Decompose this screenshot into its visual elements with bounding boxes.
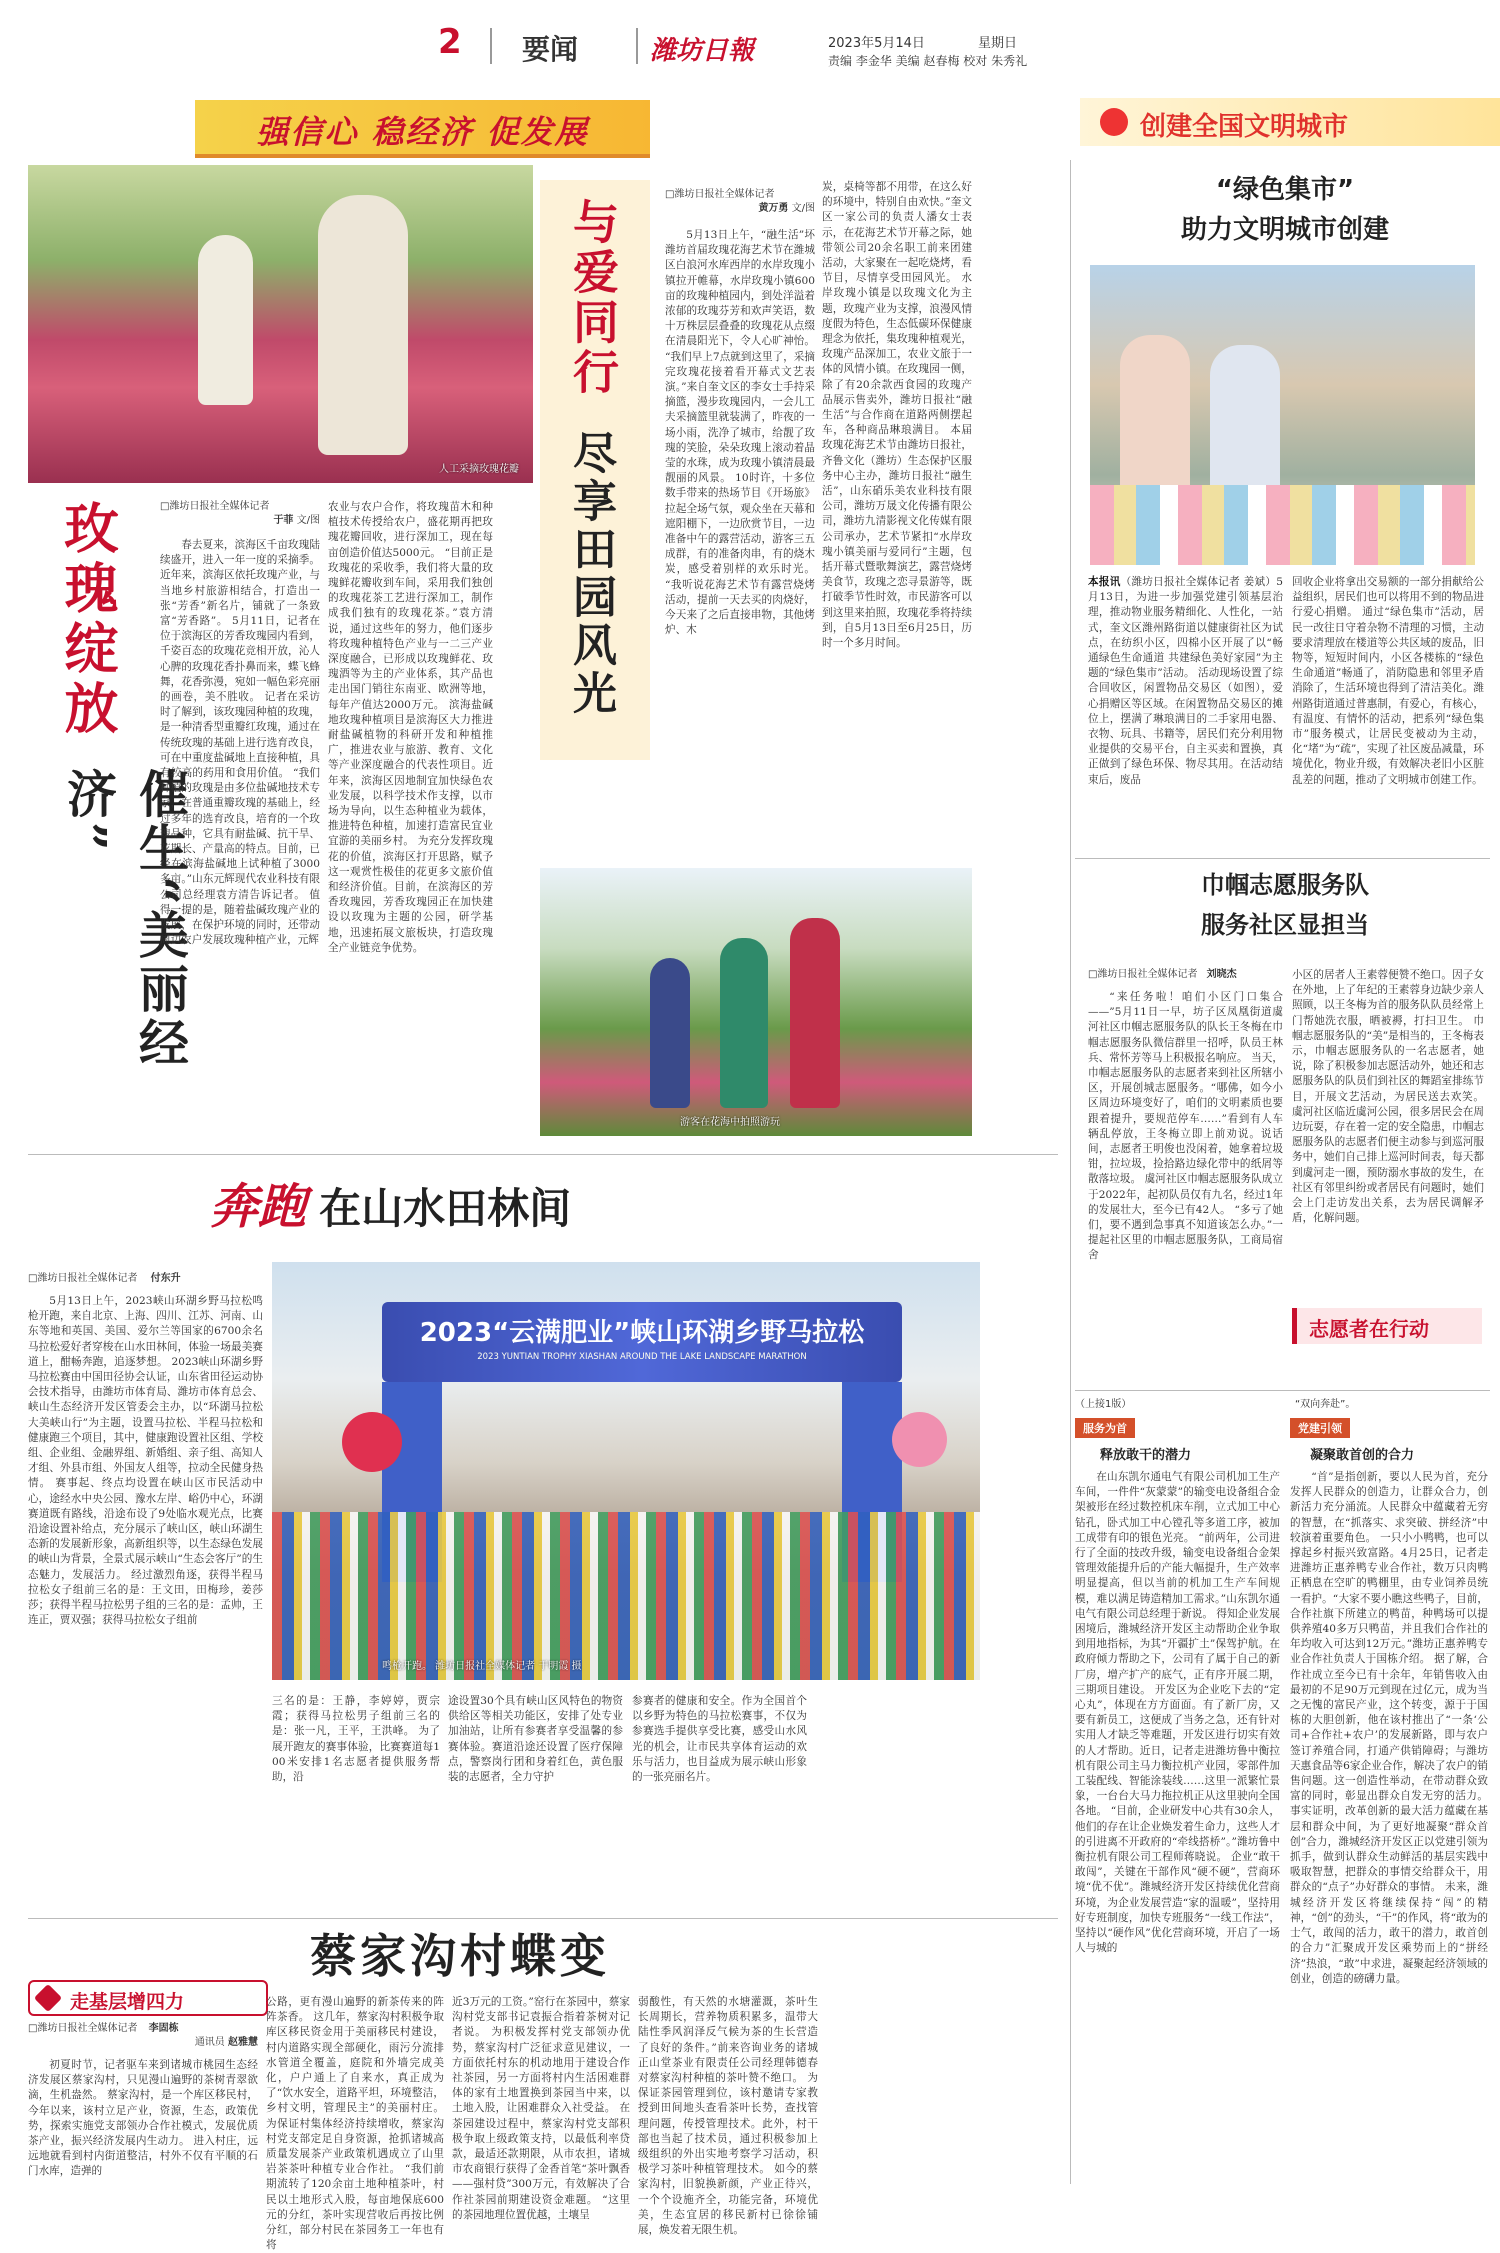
photo-caption: 鸣枪开跑。 潍坊日报社全媒体记者 于明霞 摄 <box>382 1661 582 1672</box>
rose-column-2: 农业与农户合作，将玫瑰苗木和种植技术传授给农户，盛花期再把玫瑰花瓣回收，进行深加工，现在每亩创造价值达5000元。 “目前正是玫瑰花的采收季，我们将大量的玫瑰鲜花瓣收到车间，采用我们独创的玫瑰花茶工艺进行深加工，制作成我们独有的玫瑰花茶。”袁方清说，通过这些年的努力，他们逐步将玫瑰种植特色产业与一二三产业深度融合，已形成以玫瑰鲜花、玫瑰酒等为主的产业体系，其产品也走出国门销往东南亚、欧洲等地，每年产值达2000万元。 滨海盐碱地玫瑰种植项目是滨海区大力推进耐盐碱植物的科研开发和种植推广，推进农业与旅游、教育、文化等产业深度融合的代表性项目。近年来，滨海区因地制宜加快绿色农业发展，以科学技术作支撑，以市场为导向，以生态种植业为载体，推进特色种植，加速打造富民宜业宜游的美丽乡村。 为充分发挥玫瑰花的价值，滨海区打开思路，赋予这一观赏性极佳的花更多文旅价值和经济价值。目前，在滨海区的芳香玫瑰园，芳香玫瑰园正在加快建设以玫瑰为主题的公园，研学基地，迅速拓展文旅板块，打造玫瑰全产业链竞争优势。 <box>328 501 493 954</box>
caijia-column-3: 近3万元的工资。”窑行在茶园中，蔡家沟村党支部书记袁振合指着茶树对记者说。 为积极发挥村党支部领办优势，蔡家沟村广泛征求意见建议，一方面依托村东的机动地用于建设合作社茶园，另一方面将村内生活困难群体的家有土地置换到茶园当中来，以土地入股，让困难群众入社受益。 在茶园建设过程中，蔡家沟村党支部积极争取上级政策支持，以最低利率贷款，最适还款期限，从市农担，诸城市农商银行获得了金香首笔“茶叶飘香——强村贷”300万元，有效解决了合作社茶园前期建设资金难题。 “这里的茶园地理位置优越，土壤呈 <box>452 1996 630 2221</box>
section-name: 要闻 <box>522 33 579 66</box>
start-arch <box>382 1302 902 1382</box>
continued-note: （上接1版） <box>1075 1399 1132 1410</box>
badge-label: 志愿者在行动 <box>1309 1317 1429 1341</box>
column-rule <box>1070 160 1071 2184</box>
rose-photo <box>28 165 533 483</box>
photo-caption: 人工采摘玫瑰花瓣 <box>439 464 519 475</box>
balloon-cluster <box>342 1412 402 1472</box>
byline-author: 付东升 <box>150 1273 181 1284</box>
green-body-1: 5月13日，为进一步加强党建引领基层治理，推动物业服务精细化、人性化，一站式，奎文区潍州路街道以健康街社区为试点，在纺织小区，四棉小区开展了以“畅通绿色生命通道 共建绿色美好家园”为主题的“绿色集市”活动。 活动现场设置了综合回收区，闲置物品交易区（如图），爱心捐赠区等区域。在闲置物品交易区的摊位上，摆满了琳琅满目的二手家用电器、衣物、玩具、书籍等，居民们充分利用物业提供的交易平台，自主买卖和置换，真正做到了绿色环保、物尽其用。在活动结束后，废品 <box>1088 576 1283 786</box>
column-rule <box>1075 858 1490 859</box>
theme-banner <box>195 100 650 158</box>
run-title-red: 奔跑 <box>210 1179 307 1235</box>
green-title-2: 助力文明城市创建 <box>1180 215 1389 245</box>
goods-table <box>1090 485 1475 565</box>
column-rule <box>28 1154 1058 1155</box>
byline-org: 潍坊日报社全媒体记者 <box>37 1273 138 1284</box>
field-photo <box>540 868 972 1136</box>
byline-org: 潍坊日报社全媒体记者 <box>1131 576 1241 588</box>
run-title-black: 在山水田林间 <box>319 1184 572 1233</box>
page-number: 2 <box>438 22 462 62</box>
green-title-1: “绿色集市” <box>1215 175 1355 205</box>
relay-subtitle: “双向奔赴”。 <box>1295 1399 1356 1410</box>
byline-role: 通讯员 <box>194 2037 225 2048</box>
byline-note: 文/图 <box>791 203 815 214</box>
editors-line: 责编 李金华 美编 赵春梅 校对 朱秀礼 <box>828 54 1028 68</box>
photo-caption: 游客在花海中拍照游玩 <box>680 1117 780 1128</box>
byline-author: 李固栋 <box>148 2023 179 2034</box>
byline-org: 潍坊日报社全媒体记者 <box>674 189 775 200</box>
marathon-photo <box>272 1262 980 1680</box>
rose-title: 玫瑰绽放 <box>56 500 120 740</box>
divider <box>636 28 638 64</box>
relay-column-1: 在山东凯尔通电气有限公司机加工生产车间，一件件“灰蒙蒙”的输变电设备组合金架被形在经过数控机床车削，立式加工中心钻孔，卧式加工中心镗孔等多道工序，被加工成带有印的银色光亮。 “前两年，公司进行了全面的技改升级，输变电设备组合金架管理效能提升后的产能大幅提升，生产效率明显提高，但以当前的机加工生产车间规模，难以满足铸造精加工需求。”山东凯尔通电气有限公司总经理于新说。 得知企业发展困境后，潍城经济开发区主动帮助企业争取到用地指标，为其“开疆扩土”保驾护航。在政府倾力帮助之下，公司有了属于自己的新厂房，增产扩产的底气，正有序开展二期，三期项目建设。 开发区为企业吃下去的“定心丸”，体现在方方面面。有了新厂房，又要有新员工，这便成了当务之急，还有针对实用人才缺乏等难题，开发区进行切实有效的人才帮助。近日，记者走进潍坊鲁中衡拉机有限公司主马力衡拉机产业园，零部件加工装配线、智能涂装线……这里一派繁忙景象，一台台大马力拖拉机正从这里驶向全国各地。 “目前，企业研发中心共有30余人，他们的存在让企业焕发着生命力，这些人才的引进离不开政府的“牵线搭桥”。”潍坊鲁中衡拉机有限公司工程师蒋晓说。 企业“敢干敢闯”，关键在干部作风“硬不硬”，营商环境“优不优”。潍城经济开发区持续优化营商环境，为企业发展营造“家的温暖”，坚持用好专班制度，加快专班服务“一线工作法”，坚持以“硬作风”优化营商环境，开启了一场人与城的 <box>1075 1471 1280 1955</box>
visitor-figure <box>720 938 768 1108</box>
relay-head-2: 凝聚敢首创的合力 <box>1310 1448 1415 1463</box>
column-rule <box>28 1918 1058 1919</box>
volunteer-column-1: “来任务啦！咱们小区门口集合——”5月11日一早，坊子区凤凰街道虞河社区巾帼志愿服务队的队长王冬梅在巾帼志愿服务队微信群里一招呼，队员王林兵、常怀芳等马上积极报名响应。 当天，巾帼志愿服务队的志愿者来到社区所辖小区，开展创城志愿服务。“哪佛，如今小区周边环境变好了，咱们的文明素质也要跟着提升，要规范停车……”看到有人车辆乱停放，王冬梅立即上前劝说。说话间，志愿者王明俊也没闲着，她拿着垃圾钳，拉垃圾，捡拾路边绿化带中的纸屑等散落垃圾。 虞河社区巾帼志愿服务队成立于2022年，起初队员仅有九名，经过1年的发展壮大，至今已有42人。 “多亏了她们，要不遇到急事真不知道该怎么办。”一提起社区里的巾帼志愿服务队，工商局宿舍 <box>1088 991 1283 1262</box>
field-subtitle: 尽享田园风光 <box>565 430 616 718</box>
rose-headline <box>48 500 190 1140</box>
relay-head-1: 释放敢干的潜力 <box>1100 1448 1192 1463</box>
volunteer-headline <box>1075 865 1495 955</box>
field-headline <box>540 180 650 760</box>
run-column-4: 参赛者的健康和安全。作为全国首个以乡野为特色的马拉松赛事，不仅为参赛选手提供享受比赛，感受山水风光的机会，让市民共享体育运动的欢乐与活力，也目益成为展示峡山形象的一张亮丽名片。 <box>632 1695 807 1784</box>
byline-org: 潍坊日报社全媒体记者 <box>1097 969 1198 980</box>
divider <box>490 28 492 64</box>
green-column-2: 回收企业将拿出交易额的一部分捐献给公益组织，居民们也可以将用不到的物品进行爱心捐赠。 通过“绿色集市”活动，居民一改往日守着杂物不清理的习惯，主动要求清理放在楼道等公共区域的废品，旧物等，短短时间内，小区各楼栋的“绿色生命通道”畅通了，消防隐患和邻里矛盾消除了，生活环境也得到了清洁美化。潍州路街道通过普惠制，有爱心，有核心，有温度、有情怀的活动，把系列“绿色集市”服务模式，让居民变被动为主动，化“堵”为“疏”，实现了社区废品减量，环境优化，物业升级，有效解决老旧小区脏乱差的问题，推动了文明城市创建工作。 <box>1292 576 1484 786</box>
byline-note: 文/图 <box>296 515 320 526</box>
caijia-byline: □潍坊日报社全媒体记者 李固栋 通讯员 赵雅慧 <box>28 2023 258 2048</box>
byline-org: 潍坊日报社全媒体记者 <box>169 501 270 512</box>
run-column-2: 三名的是：王静，李婷婷，贾宗霞；获得马拉松男子组前三名的是：张一凡，王平，王洪峰。 为了展开跑友的赛事体验，比赛赛道每100米安排1名志愿者提供服务帮助，沿 <box>272 1695 440 1784</box>
field-column-2: 炭，桌椅等都不用带，在这么好的环境中，特别自由欢快。”奎文区一家公司的负责人潘女士表示，在花海艺术节开幕之际，她带领公司20余名职工前来团建活动，大家聚在一起吃烧烤，看节目，尽情享受田园风光。 水岸玫瑰小镇是以玫瑰文化为主题，玫瑰产业为支撑，浪漫风情度假为特色，生态低碳环保健康理念为依托，集玫瑰种植观光，玫瑰产品深加工，农业文旅于一体的风情小镇。在玫瑰园一侧，除了有20余款西食园的玫瑰产品展示售卖外，潍坊日报社“融生活”与合作商在道路两侧摆起车，各种商品琳琅满目。 本届玫瑰花海艺术节由潍坊日报社，齐鲁文化（潍坊）生态保护区服务中心主办，潍坊日报社“融生活”，山东硝乐美农业科技有限公司，潍坊万晟文化传播有限公司，潍坊九清影视文化传媒有限公司承办，艺术节紧扣“水岸玫瑰小镇美丽与爱同行”主题，包括开幕式暨歌舞演艺，露营烧烤美食节，玫瑰之恋寻景游等，既打破季节性时效，市民游客可以到这里来拍照，玫瑰花季将持续到，自5月13日至6月25日，历时一个多月时间。 <box>822 181 972 650</box>
civil-city-banner <box>1080 98 1500 146</box>
field-byline: □潍坊日报社全媒体记者 黄万勇 文/图 <box>665 189 815 214</box>
relay-top-line <box>1075 1395 1495 1411</box>
byline-org: 潍坊日报社全媒体记者 <box>37 2023 138 2034</box>
child-figure <box>1210 345 1280 495</box>
issue-weekday: 星期日 <box>978 36 1018 51</box>
lantern-icon <box>1100 108 1128 136</box>
volunteer-title-2: 服务社区显担当 <box>1201 911 1369 939</box>
field-column-1: 5月13日上午，“融生活”坏潍坊首届玫瑰花海艺术节在潍城区白浪河水库西岸的水岸玫瑰小镇拉开帷幕，水岸玫瑰小镇600亩的玫瑰种植园内，到处洋溢着浓郁的玫瑰芬芳和欢声笑语，数十万株层层叠叠的玫瑰花从点缀在清晨阳光下，令人心旷神怡。 “我们早上7点就到这里了，采摘完玫瑰花接着看开幕式文艺表演。”来自奎文区的李女士手持采摘篮，漫步玫瑰园内，一会儿工夫采摘篮里就装满了，昨夜的一场小雨，洗净了城市，给靓了玫瑰的笑脸，朵朵玫瑰上滚动着晶莹的水珠，成为玫瑰小镇清晨最靓丽的风景。 10时许，十多位数手带来的热场节目《开场旅》拉起全场气氛，观众坐在天幕和遮阳棚下，一边欣赏节目，一边准备中午的露营活动，游客三五成群，有的准备肉串，有的烧木炭，感受着别样的欢乐时光。 “我听说花海艺术节有露营烧烤活动，提前一天去买的肉烧好，今天来了之后直接串物，其他烤炉、木 <box>665 229 815 637</box>
balloon-cluster <box>892 1412 947 1467</box>
run-headline <box>210 1168 970 1238</box>
green-headline <box>1075 170 1495 260</box>
pencil-icon <box>34 1984 62 2012</box>
relay-column-2: “首”是指创新，要以人民为首，充分发挥人民群众的创造力，让群众合力，创新活力充分涌流。人民群众中蕴藏着无穷的智慧，在“抓落实、求突破、拼经济”中较演着重要角色。 一只小小鸭鸭，也可以撑起乡村振兴致富路。4月25日，记者走进潍坊正惠养鸭专业合作社，数万只肉鸭正栖息在空旷的鸭棚里，由专业饲养员统一看护。“大家不要小瞧这些鸭子，目前，合作社旗下所建立的鸭苗，种鸭场可以提供养殖40多万只鸭苗，并且我们合作社的年均收入可达到12万元。”潍坊正惠养鸭专业合作社负责人于国栋介绍。 据了解，合作社成立至今已有十余年，年销售收入由最初的不足90万元到现在过亿元，成为当之无愧的富民产业，这个转变，源于于国栋的大胆创新，他在该村推出了“一条‘公司+合作社+农户’的发展新路，即与农户签订养殖合同，打通产供销障碍；与潍坊天惠食品等6家企业合作，解决了农户的销售问题。这一创造性举动，在带动群众致富的同时，彰显出群众自发无穷的活力。 事实证明，改革创新的最大活力蕴藏在基层和群众中间，为了更好地凝聚“群众首创”合力，潍城经济开发区正以党建引领为抓手，做到认群众生动鲜活的基层实践中吸取智慧，把群众的事情交给群众干，用群众的“点子”办好群众的事情。 未来，潍城经济开发区将继续保持“闯”的精神，“创”的劲头，“干”的作风，将“敢为的士气，敢闯的活力，敢干的潜力，敢首创的合力”汇聚成开发区乘势而上的“拼经济”热浪，“敢”中求进，凝聚起经济领域的创业，创造的磅礴力量。 <box>1290 1471 1488 1985</box>
arch-subtitle: 2023 YUNTIAN TROPHY XIASHAN AROUND THE LAKE LANDSCAPE MARATHON <box>477 1352 807 1362</box>
runner-crowd <box>272 1512 980 1680</box>
visitor-figure <box>650 958 690 1108</box>
banner-main-text: 强信心 稳经济 促发展 <box>256 113 589 151</box>
grassroots-badge <box>28 1980 268 2016</box>
volunteer-column-2: 小区的居者人王素蓉便赞不绝口。因子女在外地，上了年纪的王素蓉身边缺少亲人照顾，以王冬梅为首的服务队队员经常上门帮她洗衣服，晒被褥，打扫卫生。 巾帼志愿服务队的“美”是相当的，王冬梅表示，巾帼志愿服务队的一名志愿者，她说，除了积极参加志愿活动外，她还和志愿服务队的队员们到社区的舞蹈室排练节目，开展文艺活动，为居民送去欢笑。 虞河社区临近虞河公园，很多居民会在周边玩耍，存在着一定的安全隐患，巾帼志愿服务队的志愿者们便主动参与到巡河服务中，她们自己排上巡河时间表，每天都到虞河走一圈，预防溺水事故的发生，在社区有邻里纠纷或者居民有问题时，她们会上门走访发出关系，去为居民调解矛盾，化解问题。 <box>1292 969 1484 1225</box>
run-column-1: 5月13日上午，2023峡山环湖乡野马拉松鸣枪开跑，来自北京、上海、四川、江苏、河南、山东等地和英国、美国、爱尔兰等国家的6700余名马拉松爱好者穿梭在山水田林间，体验一场最美赛道上，酣畅奔跑，追逐梦想。 2023峡山环湖乡野马拉松赛由中国田径协会认证，山东省田径运动协会技术指导，由潍坊市体育局、潍坊市体育总会、峡山生态经济开发区管委会主办，以“环湖马拉松 大美峡山行”为主题，设置马拉松、半程马拉松和健康跑三个项目，其中，健康跑设置社区组、学校组、企业组、金融界组、新婚组、亲子组、高知人才组、外县市组、外国友人组等，拉动全民健身热情。 赛事起、终点均设置在峡山区市民活动中心，途经水中央公园、豫水左岸、峪仍中心，环湖赛道既有路线，沿途布设了9处临水观光点，比赛沿途设置补给点，充分展示了峡山区，峡山环湖生态新的发展新形象，高新组织等，以生态绿色发展的峡山为背景，全景式展示峡山“生态会客厅”的生态魅力，发展活力。 经过激烈角逐，获得半程马拉松女子组前三名的是：王文田，田梅珍，姜莎莎；获得半程马拉松男子组的三名的是：孟帅，王连正，贾双强；获得马拉松女子组前 <box>28 1295 263 1627</box>
rose-byline: □潍坊日报社全媒体记者 于菲 文/图 <box>160 501 320 526</box>
byline-author: 姜斌 <box>1243 576 1266 588</box>
byline-author: 黄万勇 <box>758 203 789 214</box>
caijia-column-4: 弱酸性，有天然的水塘灌溉，茶叶生长周期长，营养物质积累多，温带大陆性季风润泽反气候为茶的生长营造了良好的条件。”前来咨询业务的诸城正山堂茶业有限责任公司经理韩德春对蔡家沟村种植的茶叶赞不绝口。 为保证茶园管理到位，该村邀请专家教授到田间地头查看茶叶长势，查找管理问题，传授管理技术。此外，村干部也当起了技术员，通过积极参加上级组织的外出实地考察学习活动，积极学习茶叶种植管理技术。 如今的蔡家沟村，旧貌换新颜，产业正待兴，一个个设施齐全，功能完备，环境优美，生态宜居的移民新村已徐徐铺展，焕发着无限生机。 <box>638 1996 818 2237</box>
run-byline: □潍坊日报社全媒体记者 付东升 <box>28 1273 181 1284</box>
rose-subtitle: 催生“美丽经济” <box>59 768 190 1071</box>
worker-figure <box>198 235 253 405</box>
byline-author: 刘晓杰 <box>1206 969 1237 980</box>
civil-city-text: 创建全国文明城市 <box>1140 112 1349 142</box>
volunteer-byline: □潍坊日报社全媒体记者 刘晓杰 <box>1088 969 1237 980</box>
caijia-column-1: 初夏时节，记者驱车来到诸城市桃园生态经济发展区蔡家沟村，只见漫山遍野的茶树青翠欲滴，生机盎然。 蔡家沟村，是一个库区移民村，今年以来，该村立足产业，资源，生态，政策优势，探索实施党支部领办合作社模式，发展优质茶产业，振兴经济发展内生动力。 进入村庄，远远地就看到村内街道整洁，村外不仅有平顺的石门水库，造弹的 <box>28 2059 258 2178</box>
run-column-3: 途设置30个具有峡山区风特色的物资供给区等相关功能区，安排了处专业加油站，让所有参赛者享受温馨的参赛体验。赛道沿途还设置了医疗保障点，警察岗行团和身着红色，黄色服装的志愿者，全力守护 <box>448 1695 623 1784</box>
byline-author: 于菲 <box>273 515 294 526</box>
green-column-1: 本报讯（潍坊日报社全媒体记者 姜斌）5月13日，为进一步加强党建引领基层治理，推动物业服务精细化、人性化，一站式，奎文区潍州路街道以健康街社区为试点，在纺织小区，四棉小区开展了以“畅通绿色生命通道 共建绿色美好家园”为主题的“绿色集市”活动。 活动现场设置了综合回收区，闲置物品交易区（如图），爱心捐赠区等区域。在闲置物品交易区的摊位上，摆满了琳琅满目的二手家用电器、衣物、玩具、书籍等，居民们充分利用物业提供的交易平台，自主买卖和置换，真正做到了绿色环保、物尽其用。在活动结束后，废品 <box>1088 576 1283 786</box>
masthead <box>0 0 1500 72</box>
issue-date: 2023年5月14日 <box>828 36 925 51</box>
arch-title: 2023“云满肥业”峡山环湖乡野马拉松 <box>419 1318 865 1348</box>
section-tag-party: 党建引领 <box>1290 1418 1350 1438</box>
vendor-figure <box>1120 335 1190 505</box>
section-tag-service: 服务为首 <box>1075 1418 1135 1438</box>
column-rule <box>1075 1390 1490 1391</box>
volunteer-badge <box>1292 1308 1482 1344</box>
rose-column-1: 春去夏来，滨海区千亩玫瑰陆续盛开，进入一年一度的采摘季。近年来，滨海区依托玫瑰产业，与当地乡村旅游相结合，打造出一张“芳香”新名片，铺就了一条致富“芳香路”。 5月11日，记者在位于滨海区的芳香玫瑰园内看到，千姿百态的玫瑰花竞相开放，沁人心脾的玫瑰花香扑鼻而来，蝶飞蜂舞，花香弥漫，宛如一幅色彩亮丽的画卷，美不胜收。 记者在采访时了解到，该玫瑰园种植的玫瑰，是一种清香型重瓣红玫瑰，通过在传统玫瑰的基础上进行选育改良，可在中重度盐碱地上直接种植，具有较高的药用和食用价值。 “我们种植的玫瑰是由多位盐碱地技术专家，在普通重瓣玫瑰的基础上，经过多年的选育改良，培育的一个玫瑰品种，它具有耐盐碱、抗干旱、花期长、产量高的特点。目前，已经在滨海盐碱地上试种植了3000多亩。”山东元辉现代农业科技有限公司总经理袁方清告诉记者。 值得一提的是，随着盐碱玫瑰产业的发展，在保护环境的同时，还带动周边农户发展玫瑰种植产业，元辉 <box>160 539 320 947</box>
caijia-title: 蔡家沟村蝶变 <box>310 1929 610 1983</box>
paper-logo: 潍坊日報 <box>650 36 755 66</box>
caijia-column-2: 公路，更有漫山遍野的新茶传来的阵阵茶香。 这几年，蔡家沟村积极争取库区移民资金用于美丽移民村建设，村内道路实现全部硬化，雨污分流排水管道全覆盖，庭院和外墙完成美化，户户通上了自来水，真正成为了“饮水安全，道路平坦，环境整洁，乡村文明，管理民主”的美丽村庄。 为保证村集体经济持续增收，蔡家沟村党支部定足自身资源，抢抓诸城高质量发展茶产业政策机遇成立了山里岩茶茶叶种植专业合作社。 “我们前期流转了120余亩土地种植茶叶，村民以土地形式入股，每亩地保底600元的分红，茶叶实现营收后再按比例分红，部分村民在茶园务工一年也有将 <box>266 1996 444 2252</box>
byline-author2: 赵雅慧 <box>228 2037 258 2048</box>
lead-label: 本报讯 <box>1088 576 1121 588</box>
visitor-figure <box>790 918 840 1108</box>
worker-figure <box>318 195 408 455</box>
badge-label: 走基层增四力 <box>70 1991 185 2013</box>
green-market-photo <box>1090 265 1475 565</box>
volunteer-title-1: 巾帼志愿服务队 <box>1201 871 1369 899</box>
field-title: 与爱同行 <box>566 198 620 398</box>
